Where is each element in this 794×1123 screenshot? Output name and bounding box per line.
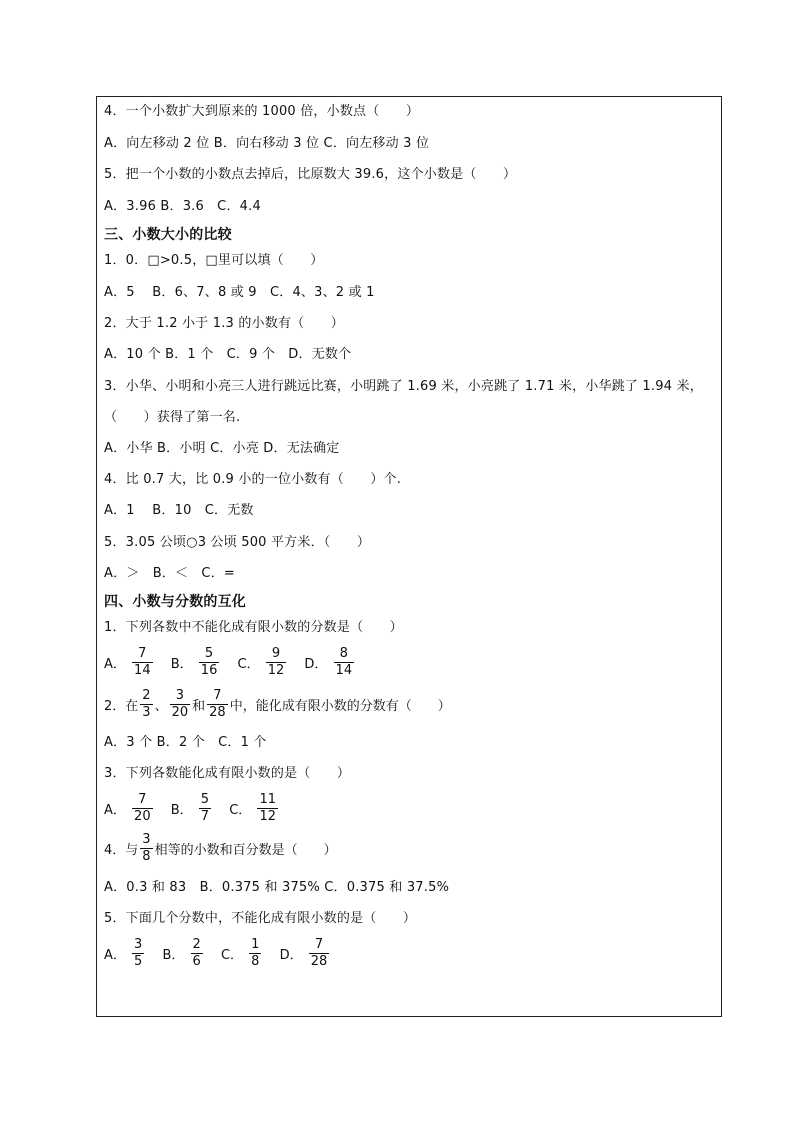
option-label: C． <box>229 803 252 818</box>
fraction-3-8 <box>140 832 152 865</box>
denominator: 16 <box>200 663 218 678</box>
numerator: 3 <box>142 832 151 847</box>
option-label: A． <box>104 803 126 818</box>
question-compare-4: 4．比 0.7 大，比 0.9 小的一位小数有（ ）个. <box>104 472 402 487</box>
separator: 、 <box>154 699 168 714</box>
denominator: 12 <box>267 663 285 678</box>
denominator: 14 <box>335 663 353 678</box>
numerator: 5 <box>200 792 210 807</box>
options-fraction-4: A．0.3 和 83 B．0.375 和 375% C．0.375 和 37.5% <box>104 880 450 895</box>
options-fraction-5 <box>104 937 331 970</box>
question-prefix: 4．与 <box>104 843 139 858</box>
fraction-option-a <box>132 646 153 679</box>
conjunction: 和 <box>192 699 206 714</box>
options-compare-4: A．1 B．10 C．无数 <box>104 503 254 518</box>
options-compare-5: A．＞ B．＜ C．= <box>104 566 235 581</box>
fraction-option-b <box>199 792 211 825</box>
fraction-option-d <box>309 937 330 970</box>
question-prefix: 2．在 <box>104 699 139 714</box>
question-fraction-4 <box>104 832 337 865</box>
numerator: 3 <box>134 937 143 952</box>
denominator: 6 <box>192 954 201 969</box>
numerator: 3 <box>170 688 191 705</box>
options-compare-1: A．5 B．6、7、8 或 9 C．4、3、2 或 1 <box>104 285 375 300</box>
question-compare-1: 1．0．□>0.5，□里可以填（ ） <box>104 253 324 268</box>
option-label: A． <box>104 657 126 672</box>
options-fraction-3 <box>104 792 280 825</box>
fraction-2-3 <box>140 688 152 721</box>
numerator: 7 <box>132 792 153 809</box>
question-suffix: 中，能化成有限小数的分数有（ ） <box>229 699 451 714</box>
option-label: B． <box>170 803 193 818</box>
numerator: 2 <box>142 688 151 703</box>
options-fraction-2: A．3 个 B．2 个 C．1 个 <box>104 735 267 750</box>
numerator: 8 <box>334 646 355 663</box>
numerator: 1 <box>251 937 260 952</box>
options-compare-2: A．10 个 B．1 个 C．9 个 D．无数个 <box>104 347 352 362</box>
denominator: 28 <box>209 705 226 720</box>
fraction-option-c <box>249 937 261 970</box>
question-suffix: 相等的小数和百分数是（ ） <box>154 843 337 858</box>
question-compare-5: 5．3.05 公顷○3 公顷 500 平方米．（ ） <box>104 535 371 550</box>
option-label: C． <box>237 657 260 672</box>
denominator: 3 <box>142 705 151 720</box>
option-label: B． <box>162 948 185 963</box>
option-label: D． <box>304 657 328 672</box>
denominator: 7 <box>200 809 210 824</box>
denominator: 8 <box>142 849 151 864</box>
numerator: 7 <box>309 937 330 954</box>
numerator: 7 <box>207 688 228 705</box>
fraction-option-b <box>191 937 203 970</box>
option-label: D． <box>279 948 303 963</box>
numerator: 11 <box>259 792 276 807</box>
denominator: 8 <box>251 954 260 969</box>
numerator: 9 <box>266 646 287 663</box>
fraction-option-d <box>334 646 355 679</box>
option-label: B． <box>170 657 193 672</box>
option-label: C． <box>220 948 244 963</box>
numerator: 2 <box>192 937 201 952</box>
fraction-3-20 <box>170 688 191 721</box>
denominator: 28 <box>310 954 328 969</box>
numerator: 7 <box>132 646 153 663</box>
question-compare-2: 2．大于 1.2 小于 1.3 的小数有（ ） <box>104 316 344 331</box>
fraction-option-b <box>199 646 220 679</box>
options-q4: A．向左移动 2 位 B．向右移动 3 位 C．向左移动 3 位 <box>104 136 430 151</box>
options-fraction-1 <box>104 646 356 679</box>
question-fraction-2 <box>104 688 451 721</box>
denominator: 20 <box>134 809 151 824</box>
fraction-option-c <box>266 646 287 679</box>
question-compare-3: 3．小华、小明和小亮三人进行跳远比赛，小明跳了 1.69 米，小亮跳了 1.71 米，小华跳了 1.94 米， <box>104 379 703 394</box>
numerator: 5 <box>199 646 220 663</box>
options-compare-3: A．小华 B．小明 C．小亮 D．无法确定 <box>104 441 340 456</box>
denominator: 12 <box>259 809 276 824</box>
fraction-option-c <box>257 792 278 825</box>
denominator: 14 <box>134 663 151 678</box>
fraction-option-a <box>132 792 153 825</box>
question-compare-3-cont: （ ）获得了第一名. <box>104 410 241 425</box>
question-fraction-5: 5．下面几个分数中，不能化成有限小数的是（ ） <box>104 911 417 926</box>
question-fraction-1: 1．下列各数中不能化成有限小数的分数是（ ） <box>104 620 403 635</box>
denominator: 5 <box>134 954 143 969</box>
denominator: 20 <box>171 705 189 720</box>
question-5-remove-point: 5．把一个小数的小数点去掉后，比原数大 39.6，这个小数是（ ） <box>104 167 517 182</box>
option-label: A． <box>104 948 126 963</box>
fraction-7-28 <box>207 688 228 721</box>
fraction-option-a <box>132 937 144 970</box>
question-fraction-3: 3．下列各数能化成有限小数的是（ ） <box>104 766 351 781</box>
section-heading-fraction: 四、小数与分数的互化 <box>104 594 246 610</box>
section-heading-compare: 三、小数大小的比较 <box>104 227 232 243</box>
options-q5: A．3.96 B．3.6 C．4.4 <box>104 199 261 214</box>
question-4-decimal-point: 4．一个小数扩大到原来的 1000 倍，小数点（ ） <box>104 104 420 119</box>
